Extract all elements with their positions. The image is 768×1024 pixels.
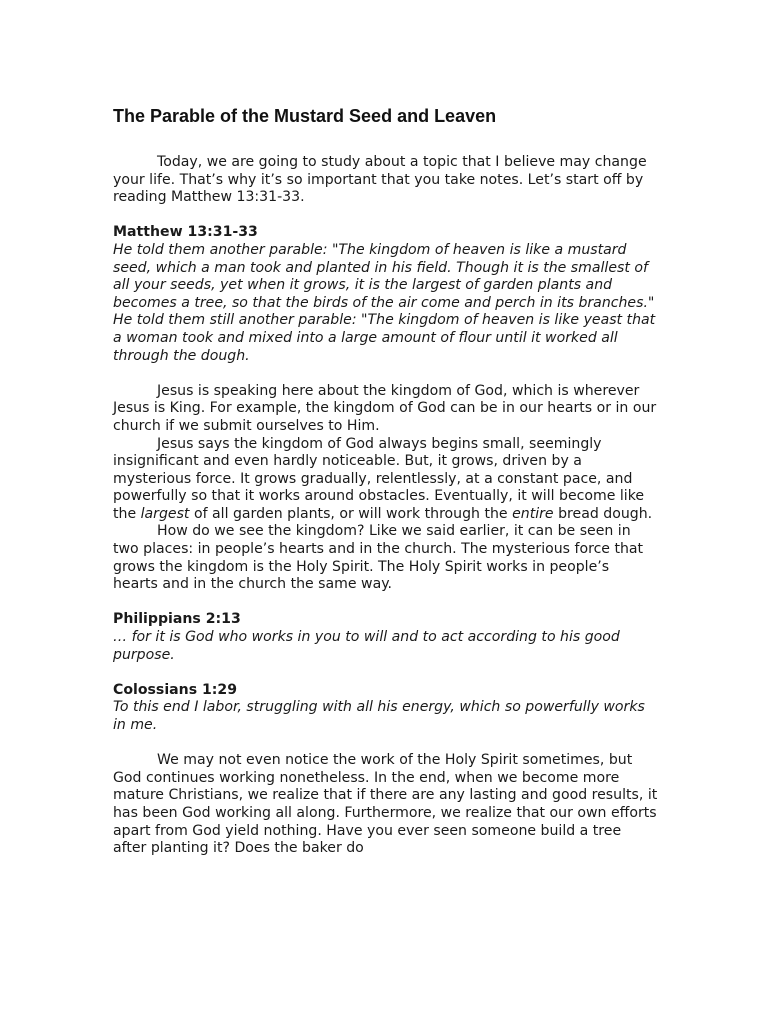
- scripture-reference-philippians: Philippians 2:13: [113, 611, 241, 628]
- body-text: bread dough.: [553, 505, 653, 522]
- scripture-quote-matthew-1: He told them another parable: "The kingdom of heaven is like a mustard seed, which a man took and planted in his field. Though it is the smallest of all your seeds, yet when it grows, it is the largest of garden plants and becomes a tree, so that the birds of the air come and perch in its branches.": [113, 241, 655, 311]
- body-text: of all garden plants, or will work through the: [189, 505, 513, 522]
- emphasis-entire: entire: [512, 505, 554, 522]
- intro-paragraph: Today, we are going to study about a topic that I believe may change your life. That’s why it’s so important that you take notes. Let’s start off by reading Matthew 13:31-33.: [113, 154, 647, 206]
- spacer: [113, 664, 658, 682]
- document-page: [113, 105, 658, 858]
- body-paragraph-2: [113, 436, 658, 524]
- body-text: Jesus says the kingdom of God always begins small, seemingly insignificant and even hardly noticeable. But, it grows, driven by a mysterious force. It grows gradually, relentlessly, at a constant pace, and powerfully so that it works around obstacles. Eventually, it will become like the: [113, 435, 645, 522]
- spacer: [113, 735, 658, 753]
- spacer: [113, 365, 658, 383]
- scripture-reference-matthew: Matthew 13:31-33: [113, 224, 258, 241]
- document-title: The Parable of the Mustard Seed and Leaven: [113, 106, 497, 126]
- emphasis-largest: largest: [140, 505, 190, 522]
- body-paragraph-3: How do we see the kingdom? Like we said earlier, it can be seen in two places: in people’s hearts and in the church. The mysterious force that grows the kingdom is the Holy Spirit. The Holy Spirit works in people’s hearts and in the church the same way.: [113, 523, 644, 593]
- scripture-quote-philippians: … for it is God who works in you to will and to act according to his good purpose.: [113, 629, 620, 663]
- spacer: [113, 207, 658, 225]
- scripture-quote-colossians: To this end I labor, struggling with all his energy, which so powerfully works in me.: [113, 699, 645, 733]
- body-paragraph-1: Jesus is speaking here about the kingdom of God, which is wherever Jesus is King. For example, the kingdom of God can be in our hearts or in our church if we submit ourselves to Him.: [113, 382, 657, 434]
- scripture-quote-matthew-2: He told them still another parable: "The kingdom of heaven is like yeast that a woman took and mixed into a large amount of flour until it worked all through the dough.: [113, 312, 656, 364]
- body-paragraph-4: We may not even notice the work of the Holy Spirit sometimes, but God continues working nonetheless. In the end, when we become more mature Christians, we realize that if there are any lasting and good results, it has been God working all along. Furthermore, we realize that our own efforts apart from God yield nothing. Have you ever seen someone build a tree after planting it? Does the baker do: [113, 752, 658, 857]
- scripture-reference-colossians: Colossians 1:29: [113, 681, 238, 698]
- spacer: [113, 594, 658, 612]
